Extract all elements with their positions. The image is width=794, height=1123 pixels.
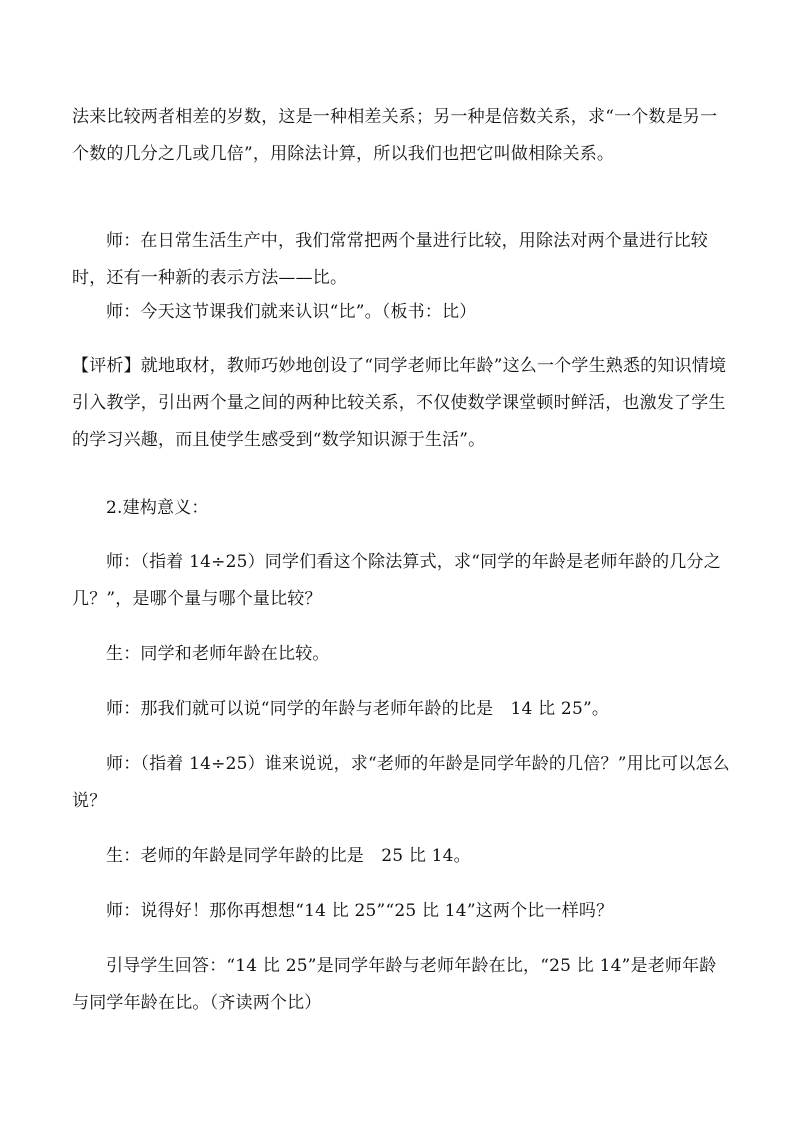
paragraph-teacher-division: 师：（指着 14÷25）同学们看这个除法算式，求“同学的年龄是老师年龄的几分之几？”，是哪个量与哪个量比较？	[72, 552, 721, 609]
paragraph-student-answer-2: 生：老师的年龄是同学年龄的比是 25 比 14。	[106, 846, 471, 866]
paragraph-teacher-division-2: 师：（指着 14÷25）谁来说说，求“老师的年龄是同学年龄的几倍？”用比可以怎么说？	[72, 754, 730, 811]
section-heading-meaning: 2.建构意义：	[106, 498, 209, 518]
paragraph-teacher-ratio-1: 师：那我们就可以说“同学的年龄与老师年龄的比是 14 比 25”。	[106, 699, 610, 719]
paragraph-teacher-compare: 师：在日常生活生产中，我们常常把两个量进行比较，用除法对两个量进行比较时，还有一种新的表示方法——比。	[72, 231, 708, 288]
paragraph-guide-answer: 引导学生回答：“14 比 25”是同学年龄与老师年龄在比，“25 比 14”是老师年龄与同学年龄在比。（齐读两个比）	[72, 956, 717, 1013]
paragraph-commentary: 【评析】就地取材，教师巧妙地创设了“同学老师比年龄”这么一个学生熟悉的知识情境引入教学，引出两个量之间的两种比较关系，不仅使数学课堂顿时鲜活，也激发了学生的学习兴趣，而且使学生感受到“数学知识源于生活”。	[72, 356, 727, 450]
paragraph-continuation: 法来比较两者相差的岁数，这是一种相差关系；另一种是倍数关系，求“一个数是另一个数的几分之几或几倍”，用除法计算，所以我们也把它叫做相除关系。	[72, 107, 718, 164]
paragraph-teacher-today: 师：今天这节课我们就来认识“比”。（板书：比）	[106, 302, 477, 322]
paragraph-teacher-praise: 师：说得好！那你再想想“14 比 25”“25 比 14”这两个比一样吗？	[106, 901, 614, 921]
paragraph-student-answer-1: 生：同学和老师年龄在比较。	[106, 644, 330, 664]
